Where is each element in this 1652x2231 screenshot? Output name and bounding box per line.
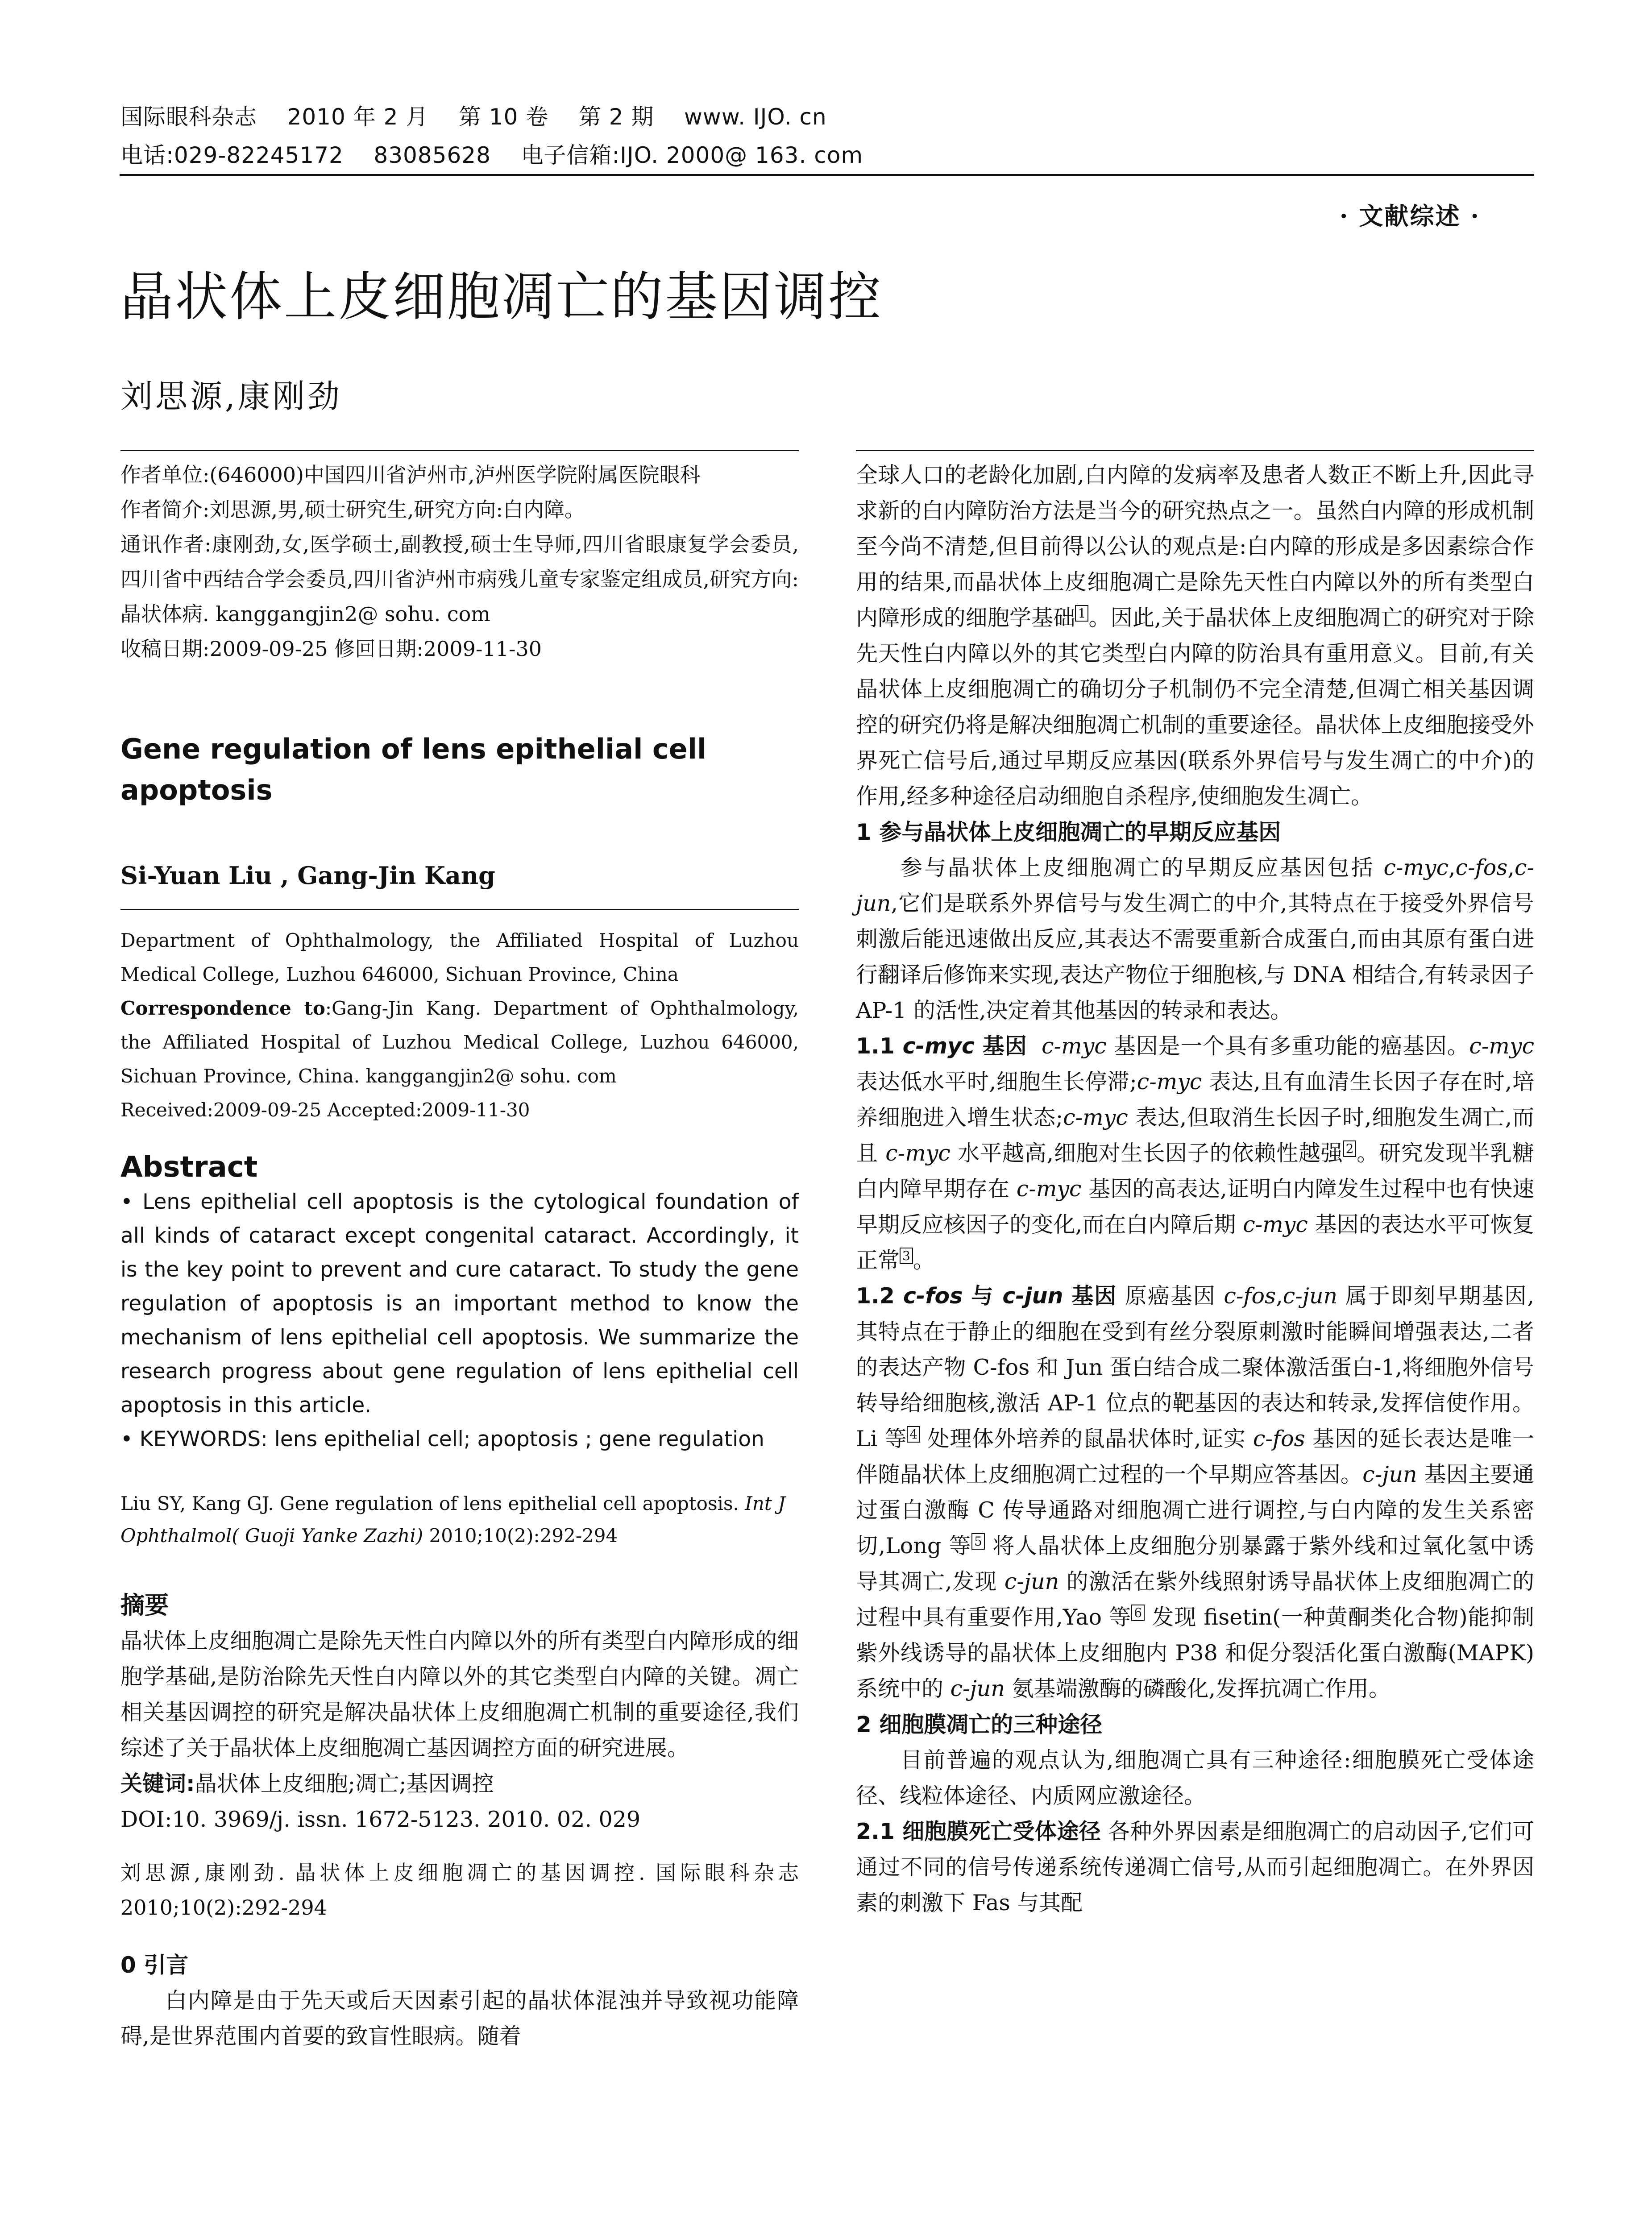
reference-marker: 2 [1343,1140,1357,1157]
section-2-1-heading: 2.1 细胞膜死亡受体途径 [856,1819,1101,1844]
author-intro-cn: 作者简介:刘思源,男,硕士研究生,研究方向:白内障。 [120,498,585,522]
section-1-1: 1.1 c-myc 基因 c-myc 基因是一个具有多重功能的癌基因。c-myc 表达低水平时,细胞生长停滞;c-myc 表达,且有血清生长因子存在时,培养细胞进入增生状态;c-myc 表达,但取消生长因子时,细胞发生凋亡,而且 c-myc 水平越高,细胞对生长因子的依赖性越强 $^2$ 。研究发现半乳糖白内障早期存在 c-myc 基因的高表达,证明白内障发生过程中也有快速早期反应核因子的变化,而在白内障后期 c-myc 基因的表达水平可恢复正常 $^3$ 。 [856,1033,1535,1273]
reference-marker: 4 [907,1426,920,1443]
correspondence-text: :Gang-Jin Kang. Department of Ophthalmology, the Affiliated Hospital of Luzhou Medical College, Luzhou 646000, Sichuan Province, China. kanggangjin2@ sohu. com [120,997,799,1087]
intro-continued-part2: 。因此,关于晶状体上皮细胞凋亡的研究对于除先天性白内障以外的其它类型白内障的防治具有重用意义。目前,有关晶状体上皮细胞凋亡的确切分子机制仍不完全清楚,但凋亡相关基因调控的研究仍将是解决细胞凋亡机制的重要途径。晶状体上皮细胞接受外界死亡信号后,通过早期反应基因(联系外界信号与发生凋亡的中介)的作用,经多种途径启动细胞自杀程序,使细胞发生凋亡。 [856,605,1534,809]
section-2-1: 2.1 细胞膜死亡受体途径 各种外界因素是细胞凋亡的启动因子,它们可通过不同的信号传递系统传递凋亡信号,从而引起细胞凋亡。在外界因素的刺激下 Fas 与其配 [856,1819,1534,1916]
citation-en-journal: Int J Ophthalmol( Guoji Yanke Zazhi) [120,1493,785,1547]
section-tag: · 文献综述 · [1339,202,1480,230]
journal-header-line: 国际眼科杂志 2010 年 2 月 第 10 卷 第 2 期 www. IJO. cn [120,104,827,130]
english-title: Gene regulation of lens epithelial cell apoptosis [120,733,707,806]
english-correspondence [120,991,799,1093]
intro-continued [856,457,1534,814]
doi: DOI:10. 3969/j. issn. 1672-5123. 2010. 02. 029 [120,1807,641,1832]
affiliation-cn: 作者单位:(646000)中国四川省泸州市,泸州医学院附属医院眼科 [120,463,701,487]
intro-heading: 0 引言 [120,1952,189,1978]
section-1-heading: 1 参与晶状体上皮细胞凋亡的早期反应基因 [856,819,1281,845]
section-1-1-heading: 1.1 c-myc 基因 [856,1033,1027,1059]
citation-en-authors: Liu SY, Kang GJ. Gene regulation of lens epithelial cell apoptosis. [120,1493,739,1514]
reference-marker: 1 [1075,605,1088,622]
dates-cn: 收稿日期:2009-09-25 修回日期:2009-11-30 [120,637,542,661]
right-column [856,457,1534,1921]
abstract-body: • Lens epithelial cell apoptosis is the cytological foundation of all kinds of cataract except congenital cataract. Accordingly, it is the key point to prevent and cure cataract. To study the gene regulation of apoptosis is an important method to know the mechanism of lens epithelial cell apoptosis. We summarize the research progress about gene regulation of lens epithelial cell apoptosis in this article. [120,1190,799,1418]
abstract-cn-body: 晶状体上皮细胞凋亡是除先天性白内障以外的所有类型白内障形成的细胞学基础,是防治除先天性白内障以外的其它类型白内障的关键。凋亡相关基因调控的研究是解决晶状体上皮细胞凋亡机制的重要途径,我们综述了关于晶状体上皮细胞凋亡基因调控方面的研究进展。 [120,1628,799,1761]
reference-marker: 5 [971,1533,985,1550]
english-affiliation: Department of Ophthalmology, the Affiliated Hospital of Luzhou Medical College, Luzhou 646000, Sichuan Province, China [120,929,799,985]
section-2-body: 目前普遍的观点认为,细胞凋亡具有三种途径:细胞膜死亡受体途径、线粒体途径、内质网应激途径。 [856,1747,1534,1808]
citation-cn: 刘思源,康刚劲. 晶状体上皮细胞凋亡的基因调控. 国际眼科杂志 2010;10(2):292-294 [120,1861,799,1920]
gene-cmyc: c-myc [1383,855,1449,880]
right-top-rule [856,450,1534,451]
intro-body: 白内障是由于先天或后天因素引起的晶状体混浊并导致视功能障碍,是世界范围内首要的致盲性眼病。随着 [120,1988,799,2049]
gene-cfos: c-fos [1455,855,1508,880]
keywords-cn-label: 关键词: [120,1771,195,1796]
reference-marker: 6 [1131,1605,1145,1621]
section-2-heading: 2 细胞膜凋亡的三种途径 [856,1712,1103,1738]
citation-en-volume: 2010;10(2):292-294 [423,1525,618,1547]
left-top-rule [120,450,799,451]
section-1-2: 1.2 c-fos 与 c-jun 基因 原癌基因 c-fos,c-jun 属于即刻早期基因,其特点在于静止的细胞在受到有丝分裂原刺激时能瞬间增强表达,二者的表达产物 C-fos 和 Jun 蛋白结合成二聚体激活蛋白-1,将细胞外信号转导给细胞核,激活 AP-1 位点的靶基因的表达和转录,发挥信使作用。Li 等 $^4$ 处理体外培养的鼠晶状体时,证实 c-fos 基因的延长表达是唯一伴随晶状体上皮细胞凋亡过程的一个早期应答基因。c-jun 基因主要通过蛋白激酶 C 传导通路对细胞凋亡进行调控,与白内障的发生关系密切,Long 等 $^5$ 将人晶状体上皮细胞分别暴露于紫外线和过氧化氢中诱导其凋亡,发现 c-jun 的激活在紫外线照射诱导晶状体上皮细胞凋亡的过程中具有重要作用,Yao 等 $^6$ 发现 fisetin(一种黄酮类化合物)能抑制紫外线诱导的晶状体上皮细胞内 P38 和促分裂活化蛋白激酶(MAPK)系统中的 c-jun 氨基端激酶的磷酸化,发挥抗凋亡作用。 [856,1283,1535,1701]
authors-cn: 刘思源,康刚劲 [120,377,342,415]
gene-cjun: c-jun [856,855,1534,916]
journal-contact-line: 电话:029-82245172 83085628 电子信箱:IJO. 2000@ 163. com [120,142,863,168]
keywords-cn [120,1766,799,1802]
keywords-cn-text: 晶状体上皮细胞;凋亡;基因调控 [195,1771,494,1796]
abstract-cn-heading: 摘要 [120,1591,169,1619]
reference-marker: 3 [900,1248,913,1264]
en-authors-rule [120,909,799,910]
article-title: 晶状体上皮细胞凋亡的基因调控 [120,266,883,328]
header-rule [120,174,1534,176]
correspondence-label: Correspondence to [120,997,325,1019]
abstract-heading: Abstract [120,1151,258,1184]
intro-continued-part1: 全球人口的老龄化加剧,白内障的发病率及患者人数正不断上升,因此寻求新的白内障防治方法是当今的研究热点之一。虽然白内障的形成机制至今尚不清楚,但目前得以公认的观点是:白内障的形成是多因素综合作用的结果,而晶状体上皮细胞凋亡是除先天性白内障以外的所有类型白内障形成的细胞学基础 [856,462,1534,630]
corresponding-author-cn: 通讯作者:康刚劲,女,医学硕士,副教授,硕士生导师,四川省眼康复学会委员,四川省中西结合学会委员,四川省泸州市病残儿童专家鉴定组成员,研究方向:晶状体病. kanggangjin2@ sohu. com [120,532,799,626]
english-authors: Si-Yuan Liu , Gang-Jin Kang [120,861,495,890]
left-column [120,457,799,2054]
section-1-body: 参与晶状体上皮细胞凋亡的早期反应基因包括 c-myc,c-fos,c-jun,它们是联系外界信号与发生凋亡的中介,其特点在于接受外界信号刺激后能迅速做出反应,其表达不需要重新合成蛋白,而由其原有蛋白进行翻译后修饰来实现,表达产物位于细胞核,与 DNA 相结合,有转录因子 AP-1 的活性,决定着其他基因的转录和表达。 [856,855,1534,1023]
english-dates: Received:2009-09-25 Accepted:2009-11-30 [120,1099,530,1121]
keywords-en: • KEYWORDS: lens epithelial cell; apoptosis ; gene regulation [120,1427,764,1451]
citation-en [120,1488,799,1552]
section-1-2-heading: 1.2 c-fos 与 c-jun 基因 [856,1283,1117,1309]
